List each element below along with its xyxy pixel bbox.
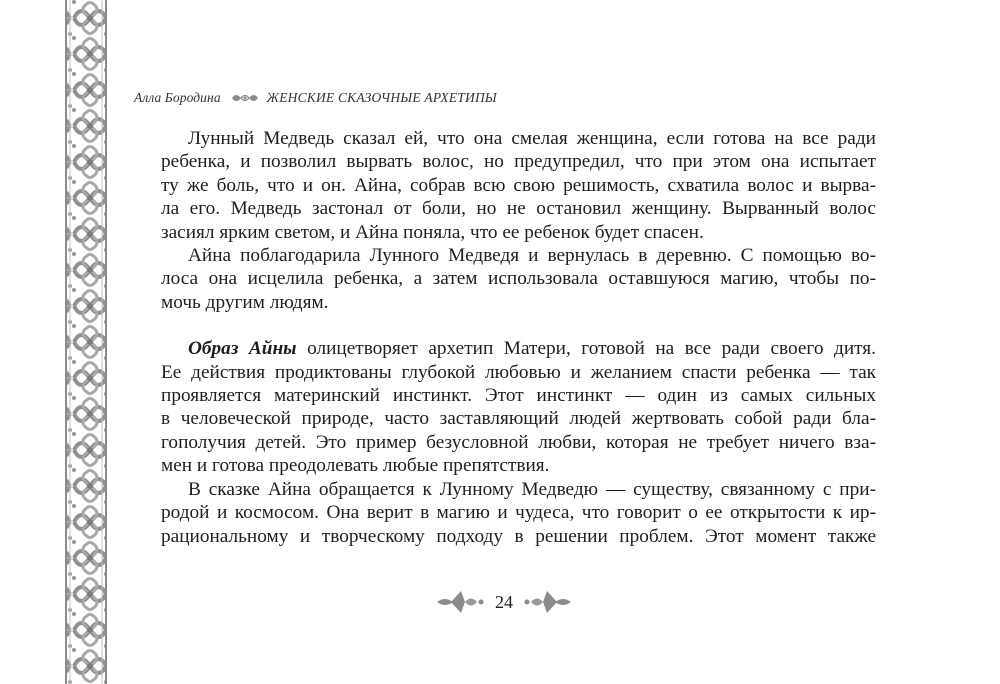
- vignette-right-icon: [523, 587, 573, 617]
- paragraph: [134, 478, 876, 548]
- decorative-border: [0, 0, 108, 684]
- vignette-left-icon: [435, 587, 485, 617]
- text-line: ту же боль, что и он. Айна, собрав всю свою решимость, схватила волос и вырва-: [161, 174, 876, 196]
- text-line: В сказке Айна обращается к Лунному Медведю — существу, связанному с при-: [188, 478, 876, 500]
- paragraph: [134, 127, 876, 244]
- page-footer: [428, 586, 580, 618]
- text-line: [134, 337, 876, 360]
- text-line: проявляется материнский инстинкт. Этот инстинкт — один из самых сильных: [161, 385, 876, 407]
- text-line: ребенка, и позволил вырвать волос, но предупредил, что при этом она испытает: [161, 151, 876, 173]
- text-line: мочь другим людям.: [161, 291, 329, 313]
- text-fragment: олицетворяет архетип Матери, готовой на все ради своего дитя.: [296, 338, 876, 360]
- paragraph: [134, 244, 876, 314]
- text-line: мен и готова преодолевать любые препятствия.: [161, 455, 550, 477]
- author-name: Алла Бородина: [134, 90, 221, 105]
- text-line: Айна поблагодарила Лунного Медведя и вернулась в деревню. С помощью во-: [188, 245, 876, 267]
- text-line: Лунный Медведь сказал ей, что она смелая женщина, если готова на все ради: [188, 128, 876, 149]
- text-line: родой и космосом. Она верит в магию и чудеса, что говорит о ее открытости к ир-: [161, 502, 876, 524]
- bold-lead: Образ Айны: [188, 338, 297, 360]
- text-line: ла его. Медведь застонал от боли, но не остановил женщину. Вырванный волос: [161, 198, 876, 220]
- paragraph: [134, 337, 876, 477]
- book-title: ЖЕНСКИЕ СКАЗОЧНЫЕ АРХЕТИПЫ: [266, 90, 497, 105]
- text-line: лоса она исцелила ребенка, а затем использовала оставшуюся магию, чтобы по-: [161, 268, 876, 290]
- floral-ornament-icon: [231, 91, 259, 105]
- text-line: в человеческой природе, часто заставляющий людей жертвовать собой ради бла-: [161, 408, 876, 430]
- page-number: 24: [495, 591, 513, 612]
- text-line: Ее действия продиктованы глубокой любовью и желанием спасти ребенка — так: [161, 361, 876, 383]
- celtic-knot-border-icon: [0, 0, 108, 684]
- running-header: [134, 88, 497, 108]
- text-line: рациональному и творческому подходу в решении проблем. Этот момент также: [161, 525, 876, 547]
- body-text: [134, 127, 876, 548]
- text-line: гополучия детей. Это пример безусловной любви, которая не требует ничего вза-: [161, 431, 876, 453]
- text-line: засиял ярким светом, и Айна поняла, что ее ребенок будет спасен.: [161, 221, 704, 243]
